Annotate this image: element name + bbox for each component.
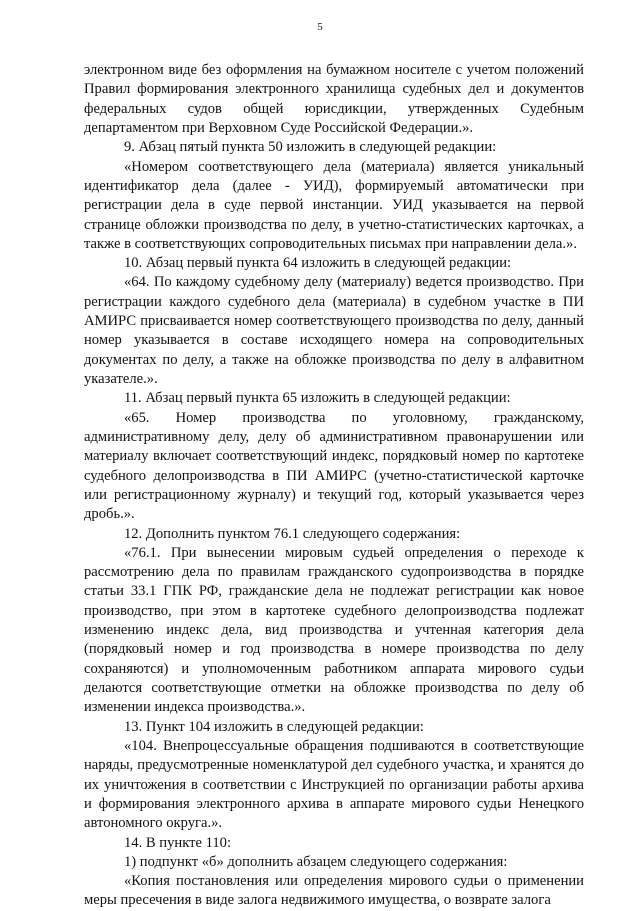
paragraph-12: 14. В пункте 110: — [124, 834, 231, 851]
paragraph-5: «64. По каждому судебному делу (материалу) ведется производство. При регистрации каждого судебного дела (материала) в судебном участке в ПИ АМИРС присваивается номер соответствующего производства по делу, данный номер указывается в составе исходящего номера на сопроводительных документах по делу, а также на обложке производства по делу в алфавитном указателе.». — [84, 274, 584, 387]
paragraph-4: 10. Абзац первый пункта 64 изложить в следующей редакции: — [124, 255, 512, 272]
paragraph-9: «76.1. При вынесении мировым судьей определения о переходе к рассмотрению дела по правилам гражданского судопроизводства в порядке статьи 33.1 ГПК РФ, гражданские дела не подлежат регистрации как новое производство, при этом в картотеке судебного делопроизводства подлежат изменению индекс дела, вид производства и учтенная категория дела (порядковый номер и год производства в номере производства по делу сохраняются) и уполномоченным работником аппарата мирового судьи делаются соответствующие отметки на обложке производства по делу об изменении индекса производства.». — [84, 544, 584, 716]
paragraph-10: 13. Пункт 104 изложить в следующей редакции: — [124, 718, 424, 735]
paragraph-11: «104. Внепроцессуальные обращения подшиваются в соответствующие наряды, предусмотренные номенклатурой дел судебного участка, и хранятся до их уничтожения в соответствии с Инструкцией по организации работы архива и формирования электронного архива в аппарате мирового судьи Ненецкого автономного округа.». — [84, 737, 584, 832]
paragraph-1: электронном виде без оформления на бумажном носителе с учетом положений Правил формирования электронного хранилища судебных дел и документов федеральных судов общей юрисдикции, утвержденных Судебным департаментом при Верховном Суде Российской Федерации.». — [84, 62, 584, 136]
paragraph-8: 12. Дополнить пунктом 76.1 следующего содержания: — [124, 525, 461, 542]
paragraph-7: «65. Номер производства по уголовному, гражданскому, административному делу, делу об административном правонарушении или материалу включает соответствующий индекс, порядковый номер по картотеке судебного делопроизводства в ПИ АМИРС (учетно-статистической карточке или регистрационному журналу) и текущий год, который указывается через дробь.». — [84, 409, 584, 523]
paragraph-3: «Номером соответствующего дела (материала) является уникальный идентификатор дела (далее - УИД), формируемый автоматически при регистрации дела в суде первой инстанции. УИД указывается на первой странице обложки производства по делу, в учетно-статистических карточках, а также в соответствующих сопроводительных письмах при направлении дела.». — [84, 158, 584, 252]
document-body — [84, 61, 584, 911]
paragraph-14: «Копия постановления или определения мирового судьи о применении меры пресечения в виде залога недвижимого имущества, о возврате залога — [84, 873, 584, 909]
paragraph-2: 9. Абзац пятый пункта 50 изложить в следующей редакции: — [124, 139, 497, 156]
paragraph-6: 11. Абзац первый пункта 65 изложить в следующей редакции: — [124, 390, 511, 407]
page-number: 5 — [317, 21, 323, 33]
paragraph-13: 1) подпункт «б» дополнить абзацем следующего содержания: — [124, 853, 508, 870]
